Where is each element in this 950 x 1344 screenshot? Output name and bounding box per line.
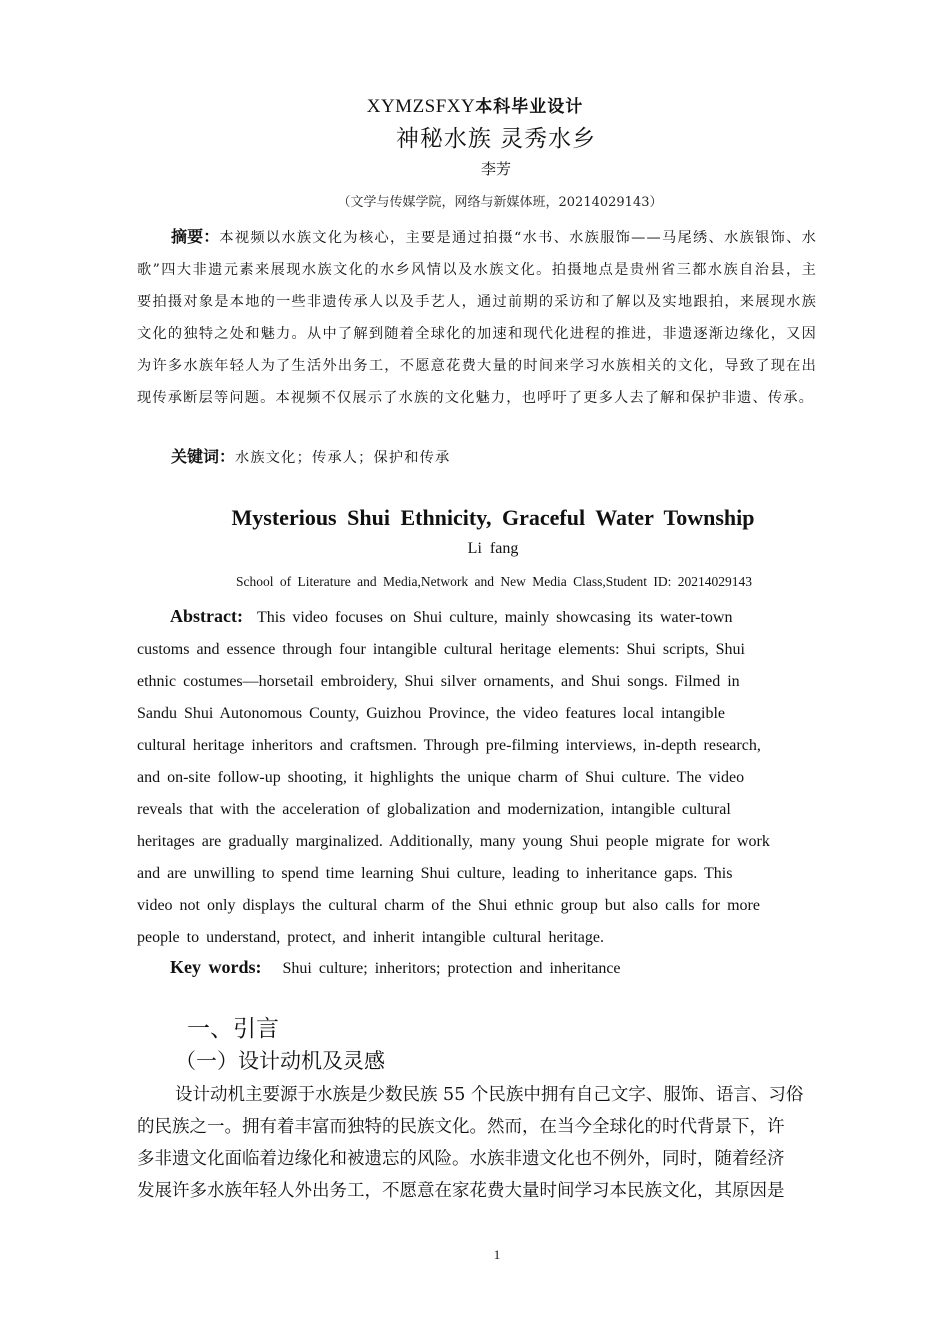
- english-abstract-line: Sandu Shui Autonomous County, Guizhou Province, the video features local intangible: [137, 705, 725, 722]
- english-abstract-line: and on-site follow-up shooting, it highlights the unique charm of Shui culture. The video: [137, 769, 745, 786]
- english-abstract-line: people to understand, protect, and inherit intangible cultural heritage.: [137, 929, 604, 946]
- english-abstract-line: reveals that with the acceleration of globalization and modernization, intangible cultural: [137, 801, 731, 818]
- body-line: 设计动机主要源于水族是少数民族 55 个民族中拥有自己文字、服饰、语言、习俗: [175, 1085, 804, 1105]
- document-header: [0, 94, 950, 120]
- chinese-keywords: [171, 443, 811, 472]
- english-title: Mysterious Shui Ethnicity, Graceful Water Township: [231, 505, 755, 530]
- english-keywords-label: Key words:: [170, 957, 262, 977]
- header-tag: 本科毕业设计: [475, 97, 584, 117]
- english-abstract-label: Abstract:: [170, 606, 243, 626]
- english-abstract-line: cultural heritage inheritors and craftsmen. Through pre-filming interviews, in-depth research,: [137, 737, 761, 754]
- chinese-abstract-label: 摘要：: [171, 227, 220, 246]
- english-author: Li fang: [467, 540, 519, 557]
- subsection-heading: （一）设计动机及灵感: [175, 1049, 385, 1073]
- english-abstract-line: Abstract: This video focuses on Shui culture, mainly showcasing its water-town: [170, 606, 733, 626]
- chinese-author: 李芳: [480, 160, 511, 178]
- body-paragraph: [137, 1079, 859, 1207]
- english-abstract-line: video not only displays the cultural charm of the Shui ethnic group but also calls for more: [137, 897, 760, 914]
- english-abstract-line: ethnic costumes—horsetail embroidery, Shui silver ornaments, and Shui songs. Filmed in: [137, 673, 740, 690]
- body-line: 发展许多水族年轻人外出务工，不愿意在家花费大量时间学习本民族文化，其原因是: [137, 1181, 785, 1201]
- chinese-abstract: [137, 221, 817, 414]
- chinese-affiliation: （文学与传媒学院，网络与新媒体班，20214029143）: [337, 195, 663, 210]
- english-abstract-line: customs and essence through four intangible cultural heritage elements: Shui scripts, Shui: [137, 641, 745, 658]
- chinese-abstract-text: 本视频以水族文化为核心，主要是通过拍摄“水书、水族服饰——马尾绣、水族银饰、水歌”四大非遗元素来展现水族文化的水乡风情以及水族文化。拍摄地点是贵州省三都水族自治县，主要拍摄对象是本地的一些非遗传承人以及手艺人，通过前期的采访和了解以及实地跟拍，来展现水族文化的独特之处和魅力。从中了解到随着全球化的加速和现代化进程的推进，非遗逐渐边缘化，又因为许多水族年轻人为了生活外出务工，不愿意花费大量的时间来学习水族相关的文化，导致了现在出现传承断层等问题。本视频不仅展示了水族的文化魅力，也呼吁了更多人去了解和保护非遗、传承。: [137, 230, 817, 406]
- section-heading: 一、引言: [187, 1016, 279, 1042]
- chinese-title: 神秘水族 灵秀水乡: [395, 126, 597, 152]
- body-line: 的民族之一。拥有着丰富而独特的民族文化。然而，在当今全球化的时代背景下，许: [137, 1117, 785, 1137]
- chinese-keywords-label: 关键词：: [171, 447, 236, 466]
- body-line: 多非遗文化面临着边缘化和被遗忘的风险。水族非遗文化也不例外，同时，随着经济: [137, 1149, 785, 1169]
- english-abstract-line: and are unwilling to spend time learning Shui culture, leading to inheritance gaps. This: [137, 865, 733, 882]
- english-abstract-line: heritages are gradually marginalized. Additionally, many young Shui people migrate for work: [137, 833, 770, 850]
- english-keywords-text: Shui culture; inheritors; protection and inheritance: [282, 960, 621, 977]
- page-number: 1: [493, 1247, 501, 1262]
- english-abstract: [137, 600, 813, 954]
- english-keywords: [170, 953, 621, 983]
- chinese-keywords-text: 水族文化；传承人；保护和传承: [235, 450, 451, 466]
- header-code: XYMZSFXY: [366, 96, 476, 117]
- english-affiliation: School of Literature and Media,Network and New Media Class,Student ID: 20214029143: [236, 574, 752, 589]
